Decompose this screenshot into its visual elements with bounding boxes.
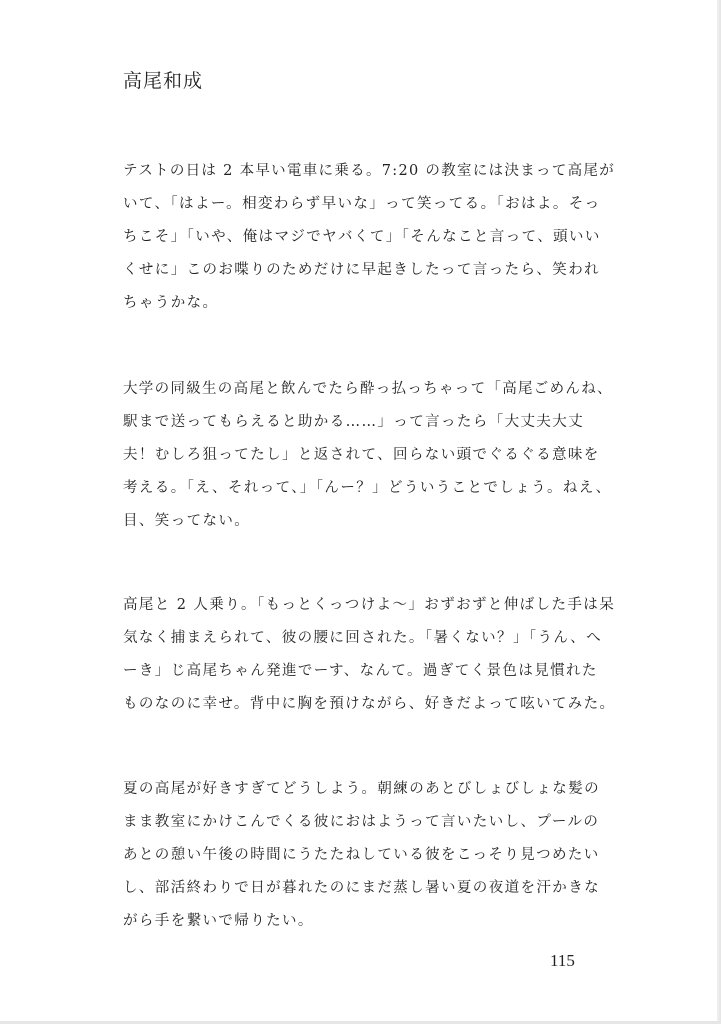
paragraph-4 [123,773,613,938]
text-line: ーき」じ高尾ちゃん発進でーす、なんて。過ぎてく景色は見慣れた [123,663,598,679]
page-title: 高尾和成 [123,70,204,92]
text-line: テストの日は 2 本早い電車に乗る。7:20 の教室には決まって高尾が [123,163,616,179]
text-line: 目、笑ってない。 [123,513,251,529]
text-line: 大学の同級生の高尾と飲んでたら酔っ払っちゃって「高尾ごめんね、 [123,381,613,397]
page-number: 115 [550,951,575,970]
text-line: ちこそ」「いや、俺はマジでヤバくて」「そんなこと言って、頭いい [123,229,601,245]
paragraph-2 [123,373,613,538]
text-line: くせに」このお喋りのためだけに早起きしたって言ったら、笑われ [123,262,600,278]
text-line: 駅まで送ってもらえると助かる……」って言ったら「大丈夫大丈 [123,414,585,430]
text-line: あとの憩い午後の時間にうたたねしている彼をこっそり見つめたい [123,847,600,863]
text-line: 考える。「え、それって、」「んー？」どういうことでしょう。ねえ、 [123,480,612,496]
text-line: 夏の高尾が好きすぎてどうしよう。朝練のあとびしょびしょな髪の [123,781,600,797]
text-line: 夫！むしろ狙ってたし」と返されて、回らない頭でぐるぐる意味を [123,447,600,463]
text-line: まま教室にかけこんでくる彼におはようって言いたいし、プールの [123,814,600,830]
text-line: し、部活終わりで日が暮れたのにまだ蒸し暑い夏の夜道を汗かきな [123,880,600,896]
text-line: がら手を繋いで帰りたい。 [123,913,314,929]
text-line: ものなのに幸せ。背中に胸を預けながら、好きだよって呟いてみた。 [123,696,616,712]
paragraph-3 [123,589,616,721]
paragraph-1 [123,155,616,320]
text-line: ちゃうかな。 [123,295,219,311]
text-line: いて、「はよー。相変わらず早いな」って笑ってる。「おはよ。そっ [123,196,601,212]
text-line: 高尾と 2 人乗り。「もっとくっつけよ～」おずおずと伸ばした手は呆 [123,597,616,613]
text-line: 気なく捕まえられて、彼の腰に回された。「暑くない？」「うん、へ [123,630,602,646]
page-edge-shadow [717,0,721,1024]
